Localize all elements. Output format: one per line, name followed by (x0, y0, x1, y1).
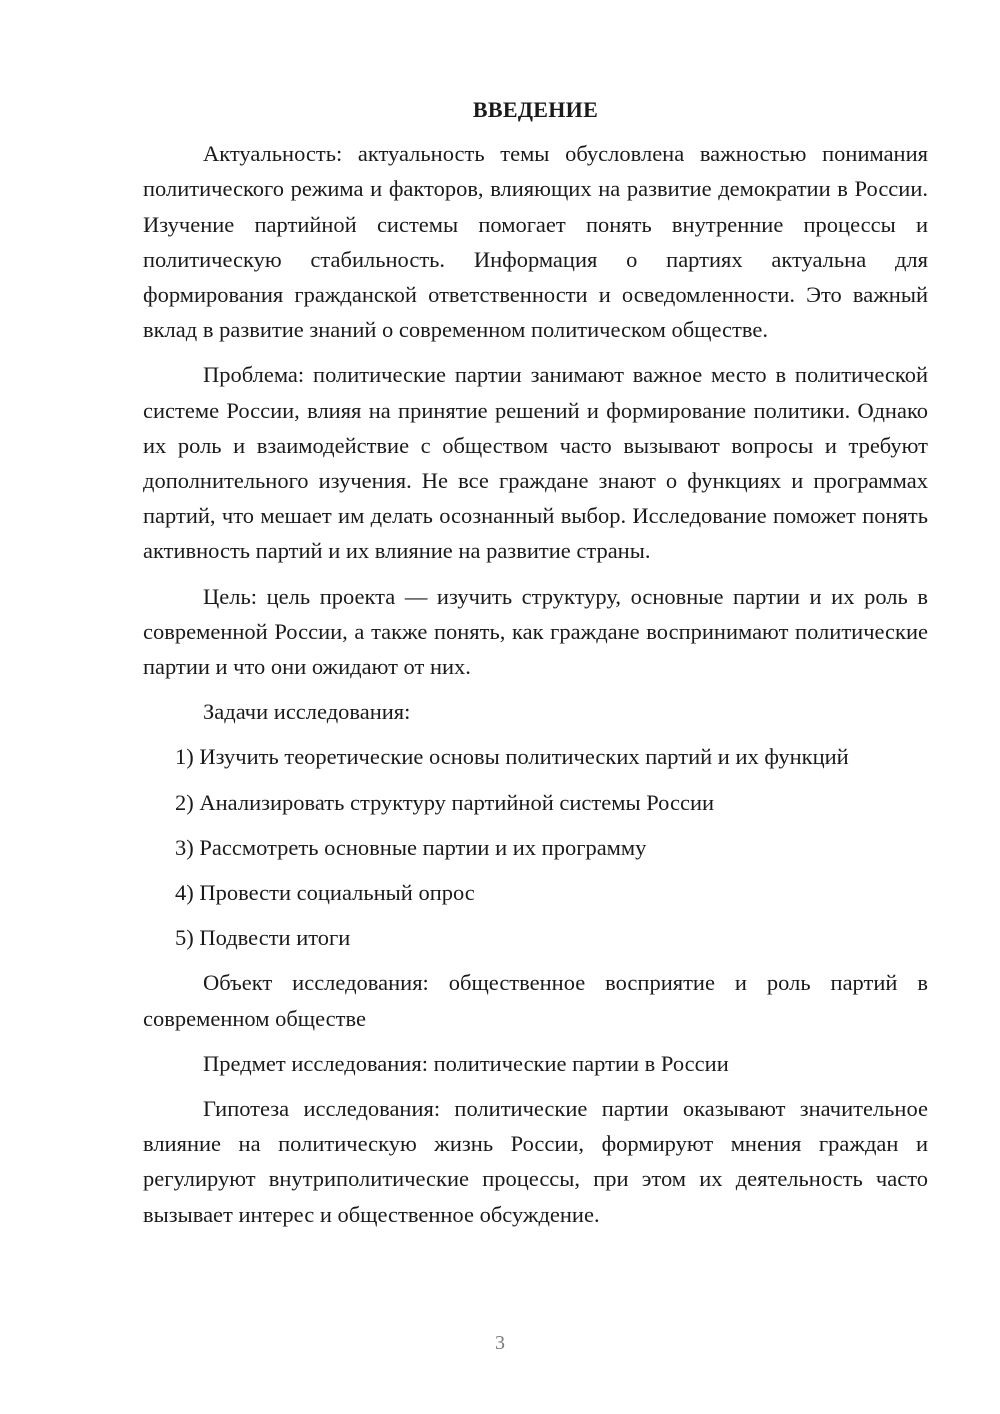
list-item: 4) Провести социальный опрос (175, 880, 475, 906)
list-item: 1) Изучить теоретические основы политических партий и их функций (175, 744, 849, 770)
paragraph-subject: Предмет исследования: политические партии в России (203, 1050, 729, 1076)
paragraph-hypothesis: Гипотеза исследования: политические партии оказывают значительное влияние на политическую жизнь России, формируют мнения граждан и регулируют внутриполитические процессы, при этом их деятельность часто вызывает интерес и общественное обсуждение. (143, 1096, 928, 1227)
paragraph-tasks-heading: Задачи исследования: (203, 699, 411, 725)
section-title: ВВЕДЕНИЕ (472, 97, 599, 122)
list-item: 2) Анализировать структуру партийной системы России (175, 789, 715, 815)
document-page (143, 92, 928, 1242)
list-item: 3) Рассмотреть основные партии и их программу (175, 834, 647, 860)
page-number: 3 (495, 1332, 505, 1354)
list-item: 5) Подвести итоги (175, 925, 351, 951)
paragraph-problem: Проблема: политические партии занимают важное место в политической системе России, влияя на принятие решений и формирование политики. Однако их роль и взаимодействие с обществом часто вызывают вопросы и требуют дополнительного изучения. Не все граждане знают о функциях и программах партий, что мешает им делать осознанный выбор. Исследование поможет понять активность партий и их влияние на развитие страны. (143, 362, 928, 564)
paragraph-goal: Цель: цель проекта — изучить структуру, основные партии и их роль в современной России, а также понять, как граждане воспринимают политические партии и что они ожидают от них. (143, 583, 928, 680)
paragraph-relevance: Актуальность: актуальность темы обусловлена важностью понимания политического режима и факторов, влияющих на развитие демократии в России. Изучение партийной системы помогает понять внутренние процессы и политическую стабильность. Информация о партиях актуальна для формирования гражданской ответственности и осведомленности. Это важный вклад в развитие знаний о современном политическом обществе. (143, 141, 928, 343)
paragraph-object: Объект исследования: общественное восприятие и роль партий в современном обществе (143, 970, 928, 1031)
task-list (143, 739, 928, 955)
